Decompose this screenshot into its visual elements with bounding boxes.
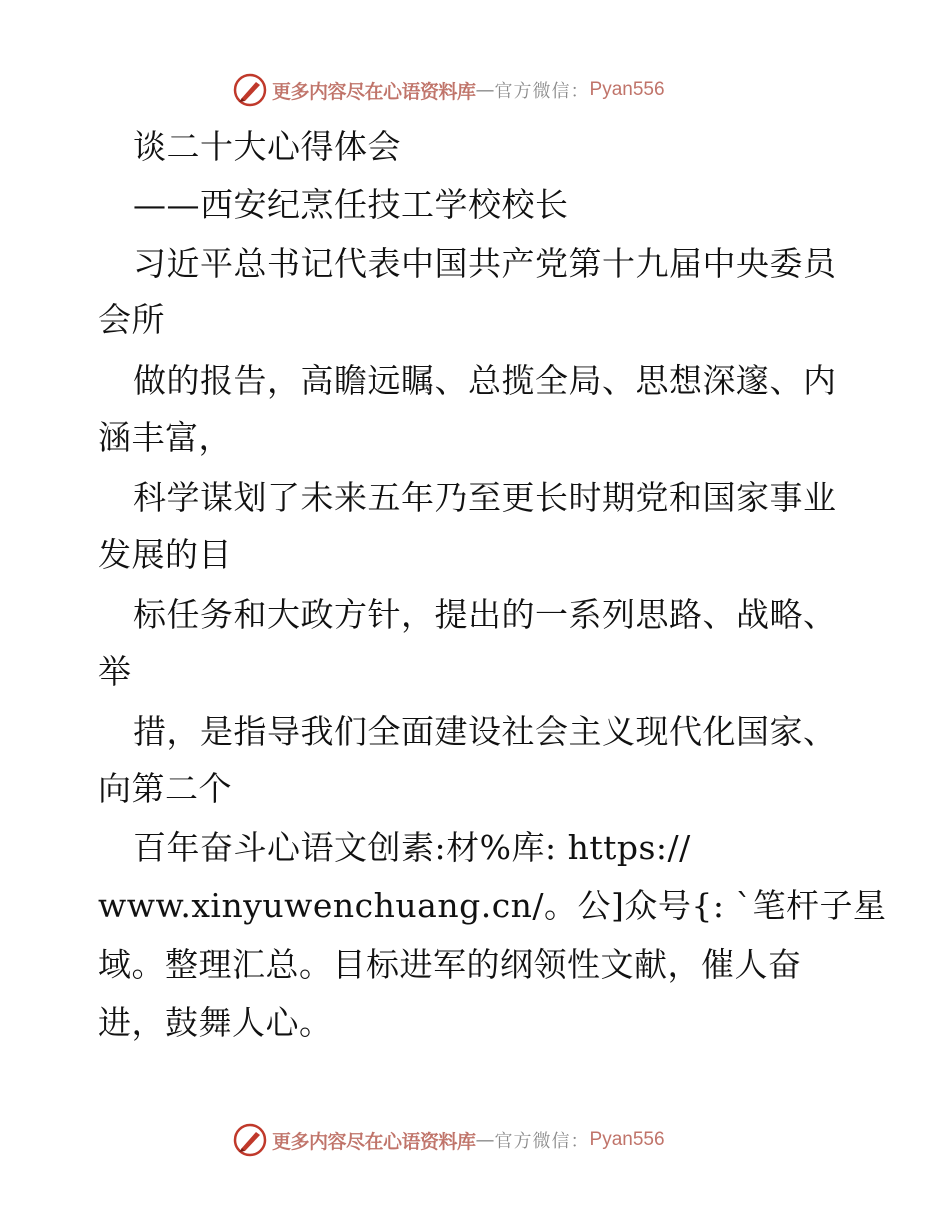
paragraph-line: 科学谋划了未来五年乃至更长时期党和国家事业 (133, 478, 837, 517)
header-watermark-banner (232, 70, 665, 110)
banner-separator: — (475, 79, 495, 101)
paragraph-line: 会所 (98, 300, 165, 339)
paragraph-line: 百年奋斗心语文创素:材%库: https:// (133, 828, 691, 867)
paragraph-line: 涵丰富， (98, 418, 232, 457)
pen-logo-icon (232, 1122, 268, 1158)
banner-separator: — (475, 1129, 495, 1151)
footer-watermark-banner (232, 1120, 665, 1160)
paragraph-line: 发展的目 (98, 535, 232, 574)
paragraph-line: 举 (98, 652, 132, 691)
pen-logo-icon (232, 72, 268, 108)
doc-subtitle: ——西安纪烹任技工学校校长 (133, 185, 569, 224)
doc-title: 谈二十大心得体会 (133, 127, 401, 166)
paragraph-line: 习近平总书记代表中国共产党第十九届中央委员 (133, 244, 837, 283)
banner-wechat-id: Pyan556 (589, 79, 665, 100)
paragraph-line: 标任务和大政方针，提出的一系列思路、战略、 (133, 595, 837, 634)
banner-wechat-label: 官方微信： (494, 81, 590, 102)
banner-wechat-id: Pyan556 (589, 1129, 665, 1150)
banner-main-text: 更多内容尽在心语资料库 (272, 80, 476, 103)
paragraph-line: 做的报告，高瞻远瞩、总揽全局、思想深邃、内 (133, 361, 837, 400)
banner-wechat-label: 官方微信： (494, 1131, 590, 1152)
paragraph-line: 进，鼓舞人心。 (98, 1003, 333, 1042)
paragraph-line: 域。整理汇总。目标进军的纲领性文献，催人奋 (98, 945, 802, 984)
paragraph-line: www.xinyuwenchuang.cn/。公]众号{: `笔杆子星 (98, 886, 887, 925)
banner-main-text: 更多内容尽在心语资料库 (272, 1130, 476, 1153)
paragraph-line: 向第二个 (98, 769, 232, 808)
paragraph-line: 措，是指导我们全面建设社会主义现代化国家、 (133, 712, 837, 751)
